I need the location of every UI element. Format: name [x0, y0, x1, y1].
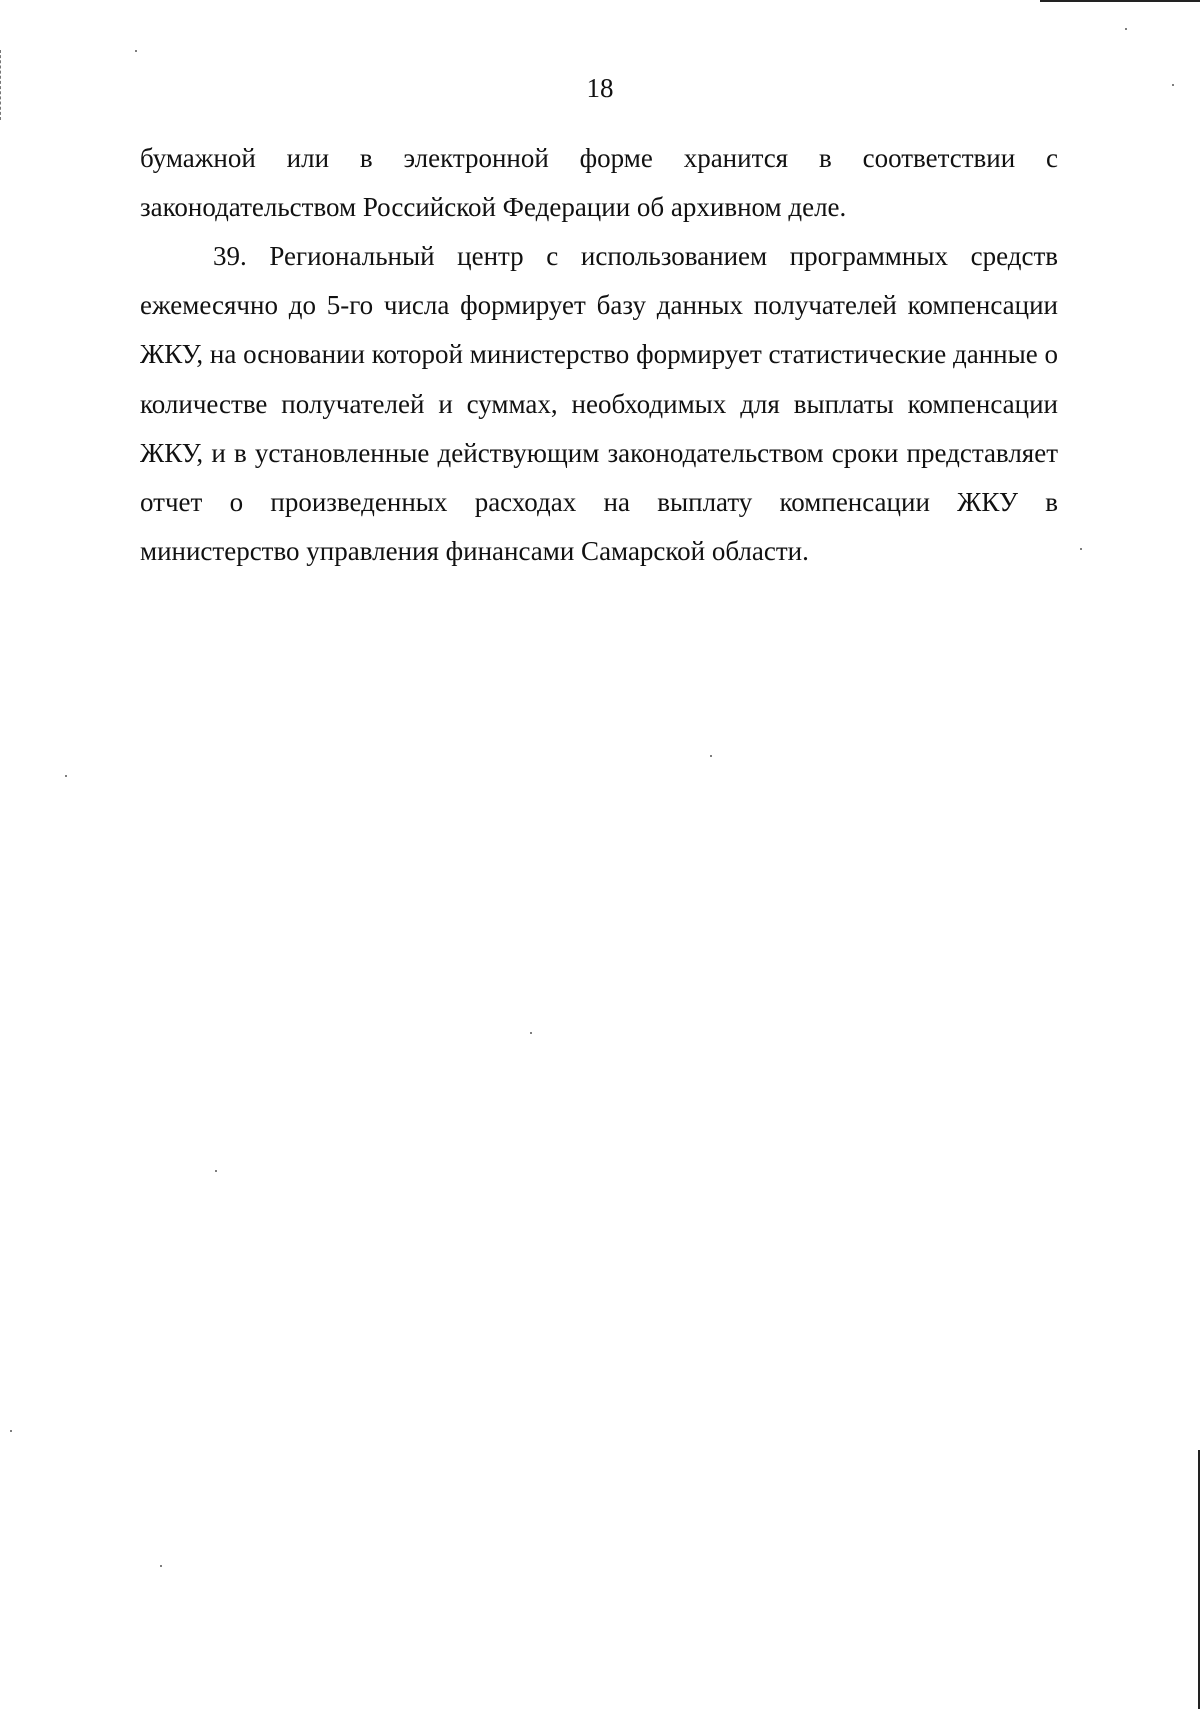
scan-border-top [1040, 0, 1200, 2]
scan-speck [135, 50, 137, 52]
scan-speck [1080, 548, 1082, 550]
scan-speck [215, 1170, 217, 1172]
page-number: 18 [586, 73, 614, 103]
scan-speck [1125, 28, 1127, 30]
scan-speck [10, 1430, 12, 1432]
paragraph-39: 39. Региональный центр с использованием программных средств ежемесячно до 5-го числа формирует базу данных получателей компенсации ЖКУ, на основании которой министерство формирует статистические данные о количестве получателей и суммах, необходимых для выплаты компенсации ЖКУ, и в установленные действующим законодательством сроки представляет отчет о произведенных расходах на выплату компенсации ЖКУ в министерство управления финансами Самарской области. [140, 241, 1058, 567]
paragraph-continuation: бумажной или в электронной форме хранится в соответствии с законодательством Российской Федерации об архивном деле. [140, 143, 1058, 223]
scan-speck [710, 755, 712, 757]
scan-speck [1172, 84, 1174, 86]
scan-speck [65, 775, 67, 777]
scan-speck [160, 1565, 162, 1567]
scan-speck [530, 1032, 532, 1034]
